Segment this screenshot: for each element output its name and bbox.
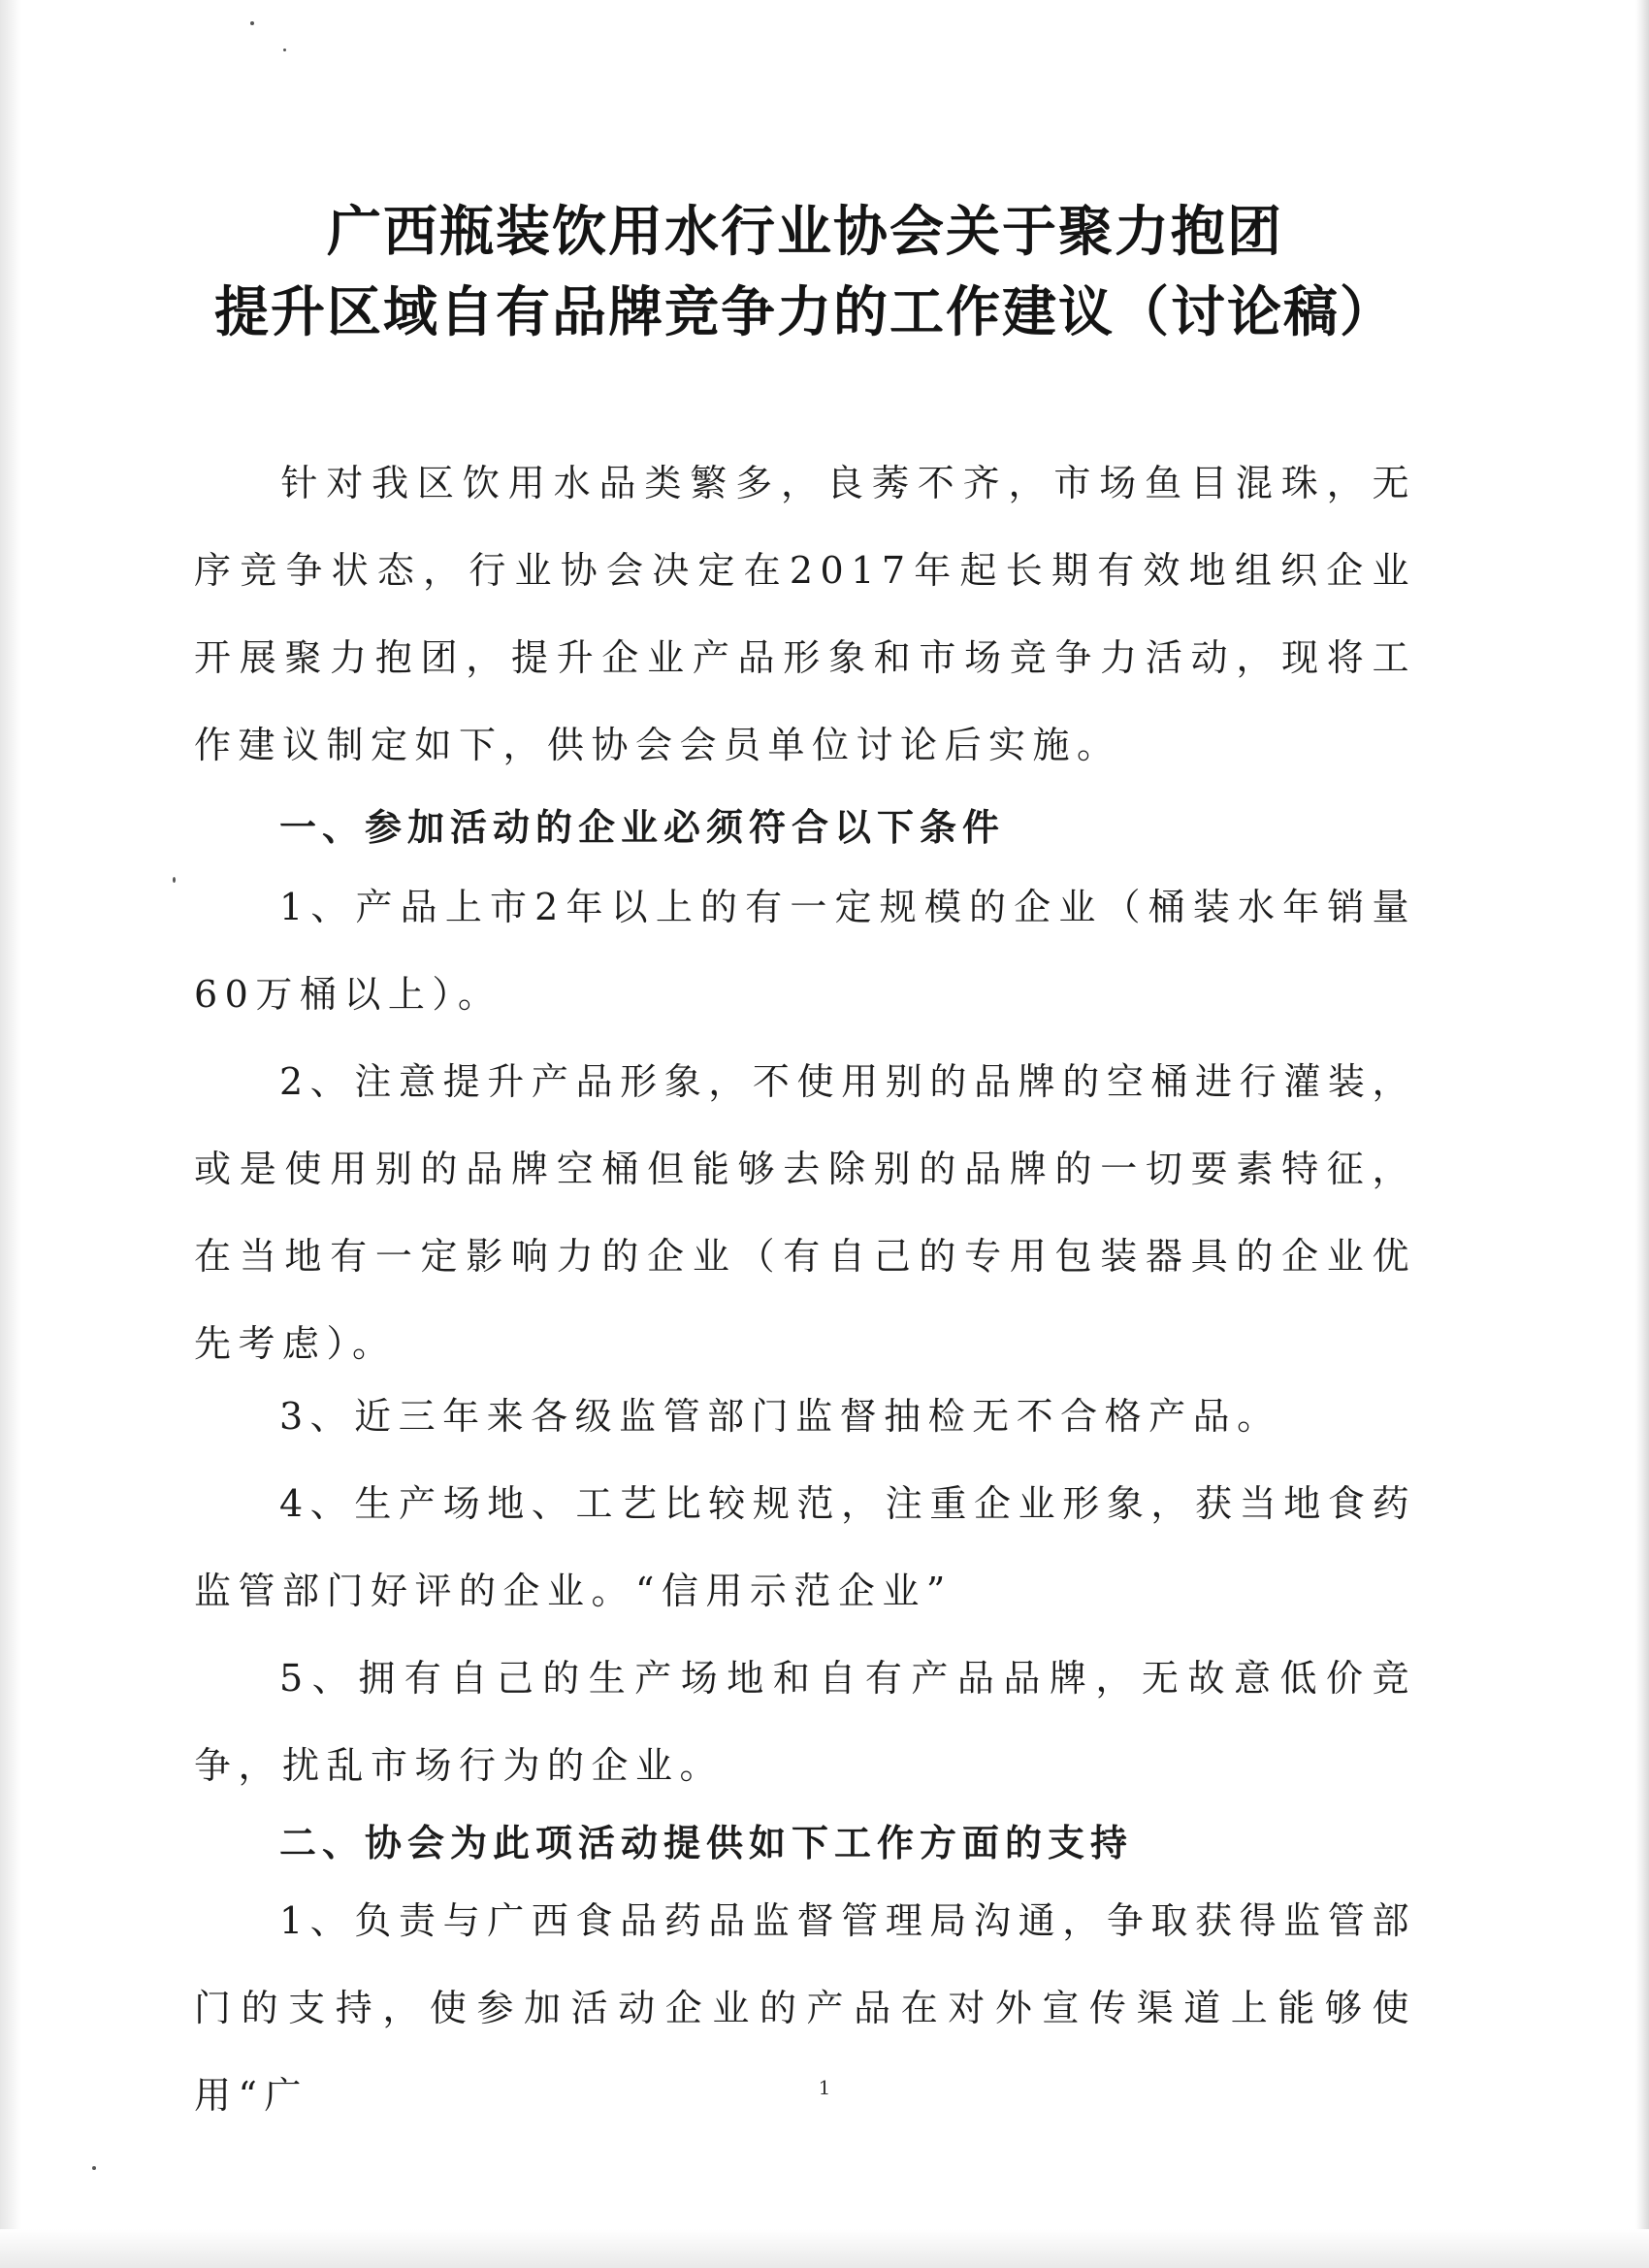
scan-speck (250, 21, 254, 25)
document-title-line-1: 广西瓶装饮用水行业协会关于聚力抱团 (327, 201, 1283, 264)
document-title-line-2: 提升区域自有品牌竞争力的工作建议（讨论稿） (214, 281, 1396, 344)
scan-speck (173, 877, 176, 883)
scan-edge-right (1635, 0, 1649, 2268)
intro-text: 针对我区饮用水品类繁多，良莠不齐，市场鱼目混珠，无序竞争状态，行业协会决定在2017年起长期有效地组织企业开展聚力抱团，提升企业产品形象和市场竞争力活动，现将工作建议制定如下，供协会会员单位讨论后实施。 (194, 462, 1416, 766)
section-1-item-3 (194, 1373, 1416, 1460)
section-1-item-4 (194, 1460, 1416, 1635)
page-number: 1 (818, 2076, 831, 2099)
scan-speck (283, 49, 286, 51)
section-1-item-5 (194, 1635, 1416, 1809)
section-2-item-1 (194, 1877, 1416, 2139)
section-1-item-2-text: 2、注意提升产品形象，不使用别的品牌的空桶进行灌装，或是使用别的品牌空桶但能够去除别的品牌的一切要素特征，在当地有一定影响力的企业（有自己的专用包装器具的企业优先考虑）。 (194, 1060, 1416, 1365)
scan-edge-left (0, 0, 21, 2268)
section-2-heading: 二、协会为此项活动提供如下工作方面的支持 (279, 1822, 1134, 1864)
section-2-item-1-text: 1、负责与广西食品药品监督管理局沟通，争取获得监管部门的支持，使参加活动企业的产品在对外宣传渠道上能够使用“广 (194, 1899, 1416, 2117)
section-1-item-5-text: 5、拥有自己的生产场地和自有产品品牌，无故意低价竞争，扰乱市场行为的企业。 (194, 1657, 1416, 1787)
intro-paragraph (194, 439, 1416, 789)
scan-speck (92, 2166, 96, 2170)
section-1-item-2 (194, 1038, 1416, 1387)
section-1-item-4-text: 4、生产场地、工艺比较规范，注重企业形象，获当地食药监管部门好评的企业。“信用示范企业” (194, 1482, 1416, 1612)
section-1-item-1-text: 1、产品上市2年以上的有一定规模的企业（桶装水年销量60万桶以上）。 (194, 886, 1416, 1016)
section-1-heading: 一、参加活动的企业必须符合以下条件 (279, 806, 1006, 849)
section-1-item-3-text: 3、近三年来各级监管部门监督抽检无不合格产品。 (279, 1395, 1281, 1438)
section-1-item-1 (194, 863, 1416, 1038)
scan-edge-bottom (0, 2229, 1649, 2268)
